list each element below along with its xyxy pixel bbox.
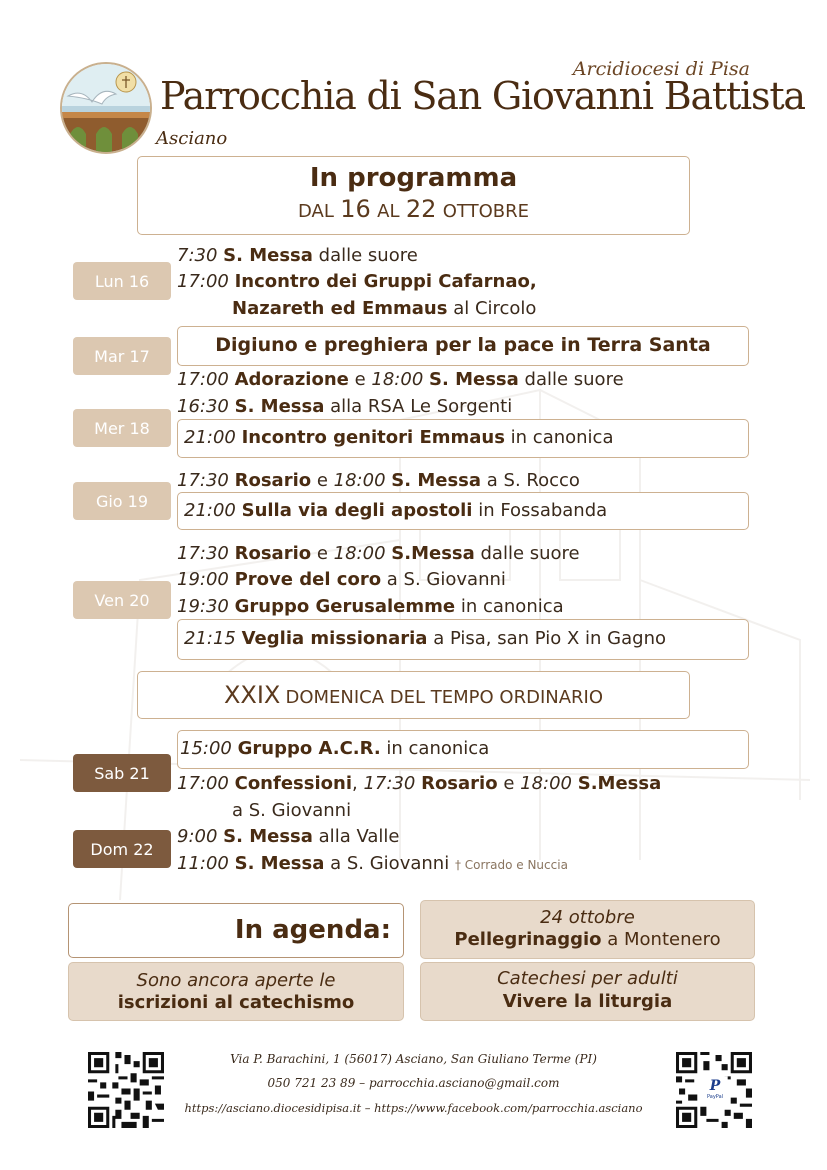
day-label-gio: Gio 19 <box>73 482 171 520</box>
event-and: e <box>316 470 328 491</box>
event-time-2: 18:00 <box>333 470 386 491</box>
event-name: S. Messa <box>223 245 313 266</box>
event-ven-4 <box>177 619 749 660</box>
day-label-mar: Mar 17 <box>73 337 171 375</box>
day-label-ven: Ven 20 <box>73 581 171 619</box>
place-label: Asciano <box>156 128 228 149</box>
mar-banner <box>177 326 749 366</box>
event-name: Rosario <box>234 470 312 491</box>
paypal-icon <box>703 1078 727 1102</box>
parish-logo <box>60 62 152 154</box>
event-time: 17:00 <box>177 773 229 794</box>
event-place: dalle suore <box>524 369 624 390</box>
event-name: Sulla via degli apostoli <box>241 500 473 521</box>
event-lun-1 <box>177 242 418 269</box>
card-line <box>421 929 754 951</box>
card-bold: iscrizioni al catechismo <box>117 992 355 1013</box>
event-name: Veglia missionaria <box>241 628 428 649</box>
event-place: al Circolo <box>453 298 537 319</box>
event-place: a S. Giovanni <box>330 853 450 874</box>
event-and: e <box>503 773 515 794</box>
sunday-banner <box>137 671 690 719</box>
program-dates <box>138 195 689 223</box>
event-place: a S. Rocco <box>486 470 580 491</box>
event-note: † Corrado e Nuccia <box>454 858 568 872</box>
event-time: 15:00 <box>180 738 232 759</box>
card-date: 24 ottobre <box>540 907 635 928</box>
event-ven-3 <box>177 593 564 620</box>
day-label-dom: Dom 22 <box>73 830 171 868</box>
event-time: 11:00 <box>177 853 229 874</box>
event-mer-1 <box>177 393 512 420</box>
event-time: 7:30 <box>177 245 218 266</box>
event-place: a S. Giovanni <box>386 569 506 590</box>
event-and: e <box>316 543 328 564</box>
event-mar-1 <box>177 366 624 393</box>
event-place: in canonica <box>460 596 564 617</box>
event-name-2: S. Messa <box>429 369 519 390</box>
event-time: 16:30 <box>177 396 229 417</box>
event-time: 17:30 <box>177 543 229 564</box>
event-place: dalle suore <box>318 245 418 266</box>
event-and: e <box>354 369 366 390</box>
paypal-label: PayPal <box>706 1094 724 1100</box>
card-bold: Pellegrinaggio <box>454 929 602 950</box>
event-place: in Fossabanda <box>478 500 608 521</box>
footer-contact[interactable]: 050 721 23 89 – parrocchia.asciano@gmail.com <box>267 1076 560 1090</box>
qr-code-left[interactable] <box>88 1052 164 1128</box>
event-name: Gruppo A.C.R. <box>237 738 381 759</box>
banner-text: Digiuno e preghiera per la pace in Terra Santa <box>215 334 711 356</box>
day-label-mer: Mer 18 <box>73 409 171 447</box>
event-dom-2 <box>177 850 568 879</box>
event-name-2: Rosario <box>421 773 498 794</box>
paypal-logo: P <box>709 1078 721 1094</box>
event-time: 19:00 <box>177 569 229 590</box>
event-name: S. Messa <box>223 826 313 847</box>
event-time: 21:00 <box>184 427 236 448</box>
event-time: 19:30 <box>177 596 229 617</box>
event-name-3: S.Messa <box>577 773 662 794</box>
event-time: 17:00 <box>177 369 229 390</box>
program-title: In programma <box>309 163 518 193</box>
agenda-card-adults <box>420 962 755 1021</box>
event-name: Incontro dei Gruppi Cafarnao, <box>234 271 537 292</box>
event-time: 21:15 <box>184 628 236 649</box>
event-name: Rosario <box>234 543 312 564</box>
event-name-2: S.Messa <box>391 543 475 564</box>
sunday-text: DOMENICA DEL TEMPO ORDINARIO <box>285 687 604 708</box>
event-time-3: 18:00 <box>520 773 572 794</box>
event-name: S. Messa <box>234 853 325 874</box>
diocese-label: Arcidiocesi di Pisa <box>572 58 750 80</box>
event-name: S. Messa <box>234 396 325 417</box>
event-name-2: S. Messa <box>391 470 482 491</box>
day-label-sab: Sab 21 <box>73 754 171 792</box>
card-line1: Sono ancora aperte le <box>136 970 336 991</box>
event-ven-2 <box>177 566 506 593</box>
sunday-roman: XXIX <box>223 681 281 709</box>
event-time: 21:00 <box>184 500 236 521</box>
event-name-cont: Nazareth ed Emmaus <box>232 298 448 319</box>
event-lun-2 <box>177 268 537 295</box>
agenda-card-catechism <box>68 962 404 1021</box>
footer-web[interactable]: https://asciano.diocesidipisa.it – https://www.facebook.com/parrocchia.asciano <box>184 1101 643 1115</box>
event-place: dalle suore <box>480 543 580 564</box>
event-place: alla RSA Le Sorgenti <box>330 396 513 417</box>
event-time: 9:00 <box>177 826 218 847</box>
event-place: in canonica <box>386 738 490 759</box>
day-label-lun: Lun 16 <box>73 262 171 300</box>
footer-address: Via P. Barachini, 1 (56017) Asciano, San Giuliano Terme (PI) <box>230 1052 597 1066</box>
event-place: in canonica <box>510 427 614 448</box>
event-name: Incontro genitori Emmaus <box>241 427 505 448</box>
event-sab-1 <box>177 730 749 769</box>
card-bold: Vivere la liturgia <box>502 991 673 1012</box>
event-name: Confessioni <box>234 773 352 794</box>
program-to-day: 22 <box>405 195 437 223</box>
page-title: Parrocchia di San Giovanni Battista <box>160 74 805 118</box>
event-place: a S. Giovanni <box>232 800 352 821</box>
event-place: alla Valle <box>318 826 400 847</box>
program-al: AL <box>377 201 400 222</box>
program-month: OTTOBRE <box>442 201 529 222</box>
event-mer-2 <box>177 419 749 458</box>
event-place: a Pisa, san Pio X in Gagno <box>433 628 666 649</box>
program-from-day: 16 <box>340 195 371 223</box>
event-dom-1 <box>177 823 399 850</box>
event-name: Gruppo Gerusalemme <box>234 596 456 617</box>
event-time: 17:00 <box>177 271 229 292</box>
agenda-card-pilgrimage <box>420 900 755 959</box>
card-line1: Catechesi per adulti <box>497 968 678 989</box>
event-sab-2b <box>232 797 351 824</box>
event-lun-2b <box>232 295 536 322</box>
card-rest: a Montenero <box>607 929 721 950</box>
event-time-2: 18:00 <box>333 543 386 564</box>
event-name: Adorazione <box>234 369 349 390</box>
event-gio-1 <box>177 467 580 494</box>
agenda-title: In agenda: <box>234 915 391 945</box>
program-header-box <box>137 156 690 235</box>
agenda-title-box <box>68 903 404 958</box>
event-time-2: 18:00 <box>371 369 424 390</box>
event-ven-1 <box>177 540 580 567</box>
event-sab-2 <box>177 770 661 797</box>
event-name: Prove del coro <box>234 569 382 590</box>
event-gio-2 <box>177 492 749 530</box>
event-time-2: 17:30 <box>363 773 416 794</box>
event-comma: , <box>352 773 358 794</box>
program-dal: DAL <box>297 201 334 222</box>
event-time: 17:30 <box>177 470 229 491</box>
